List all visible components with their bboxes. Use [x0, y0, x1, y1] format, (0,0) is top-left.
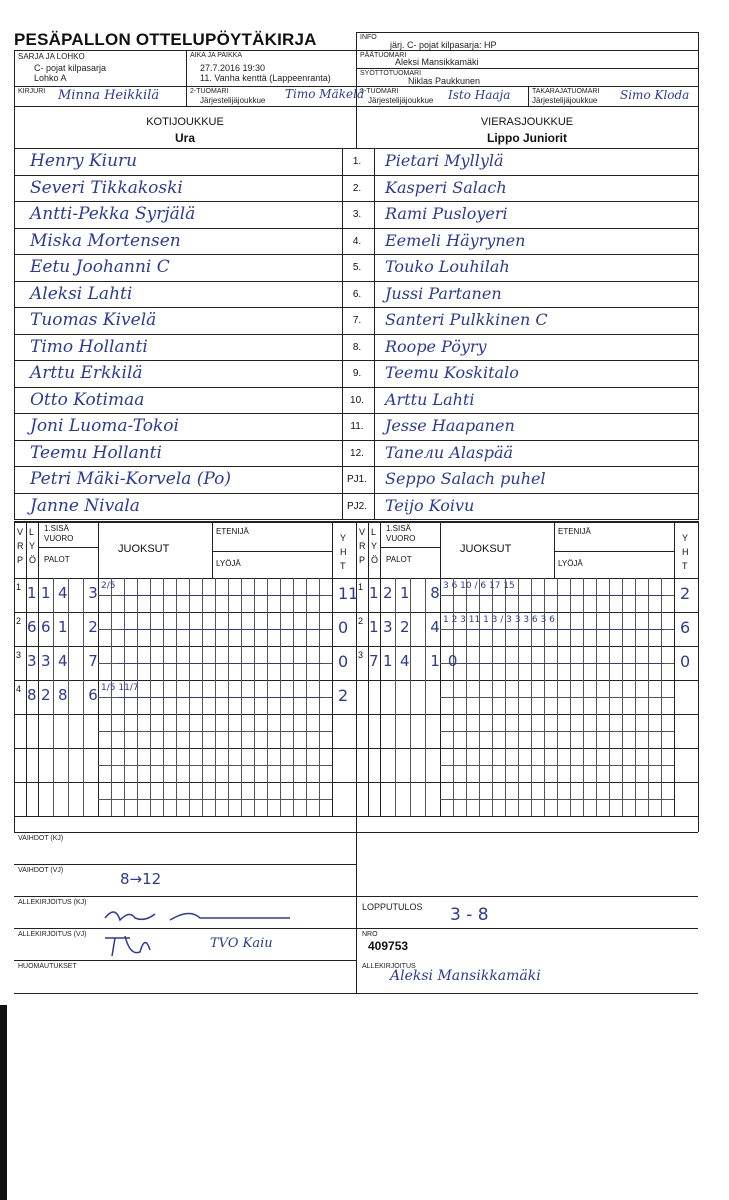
away-team-name: Lippo Juniorit: [487, 131, 567, 145]
home-player-name: Timo Hollanti: [30, 336, 148, 357]
away-player-name: Roope Pöyry: [385, 336, 487, 356]
inning-palot: 1 2: [58, 618, 106, 636]
nro-value: 409753: [368, 939, 409, 953]
home-player-name: Henry Kiuru: [30, 151, 138, 171]
inning-palot: 8 6: [58, 686, 106, 704]
vaihdot-kj-label: VAIHDOT (KJ): [18, 835, 64, 842]
player-number: PJ2.: [346, 500, 367, 512]
player-number: 3.: [352, 209, 362, 220]
away-player-name: Santeri Pulkkinen C: [385, 310, 548, 329]
header-lyoja: LYÖJÄ: [558, 559, 583, 568]
home-player-name: Arttu Erkkilä: [30, 363, 143, 383]
header-palot: PALOT: [44, 555, 70, 564]
header-yht2: H: [682, 547, 689, 557]
inning-sisa: 2: [383, 584, 393, 602]
inning-runs: 3 6 10 / 6 17 15: [443, 581, 515, 591]
signature-vj-text: TVO Kaiu: [210, 936, 273, 951]
inning-ly: 3: [27, 652, 37, 670]
inning-ly: 7: [369, 652, 379, 670]
inning-number: 1: [358, 582, 364, 592]
home-player-name: Petri Mäki-Korvela (Po): [30, 469, 232, 489]
inning-palot: 4 7: [58, 652, 106, 670]
home-player-name: Severi Tikkakoski: [30, 177, 183, 198]
inning-strike-line: [118, 697, 322, 698]
away-player-name: Teemu Koskitalo: [385, 363, 519, 382]
header-yht3: T: [340, 561, 346, 571]
aika-label: AIKA JA PAIKKA: [190, 52, 243, 59]
inning-strike-line: [118, 595, 322, 596]
allekirjoitus-signature: Aleksi Mansikkamäki: [390, 968, 541, 984]
header-o: Ö: [371, 555, 379, 565]
header-sisa1: 1.SISÄ: [386, 524, 411, 533]
inning-ly: 6: [27, 618, 37, 636]
header-etenija: ETENIJÄ: [558, 527, 591, 536]
header-juoksut: JUOKSUT: [118, 543, 170, 555]
away-player-name: Jesse Haapanen: [385, 416, 515, 435]
page-title: PESÄPALLON OTTELUPÖYTÄKIRJA: [14, 30, 317, 49]
header-etenija: ETENIJÄ: [216, 527, 249, 536]
player-number: 11.: [350, 421, 364, 432]
away-player-name: Eemeli Häyrynen: [385, 230, 526, 250]
header-juoksut: JUOKSUT: [460, 543, 512, 555]
away-player-name: Seppo Salach puhel: [385, 469, 546, 488]
home-player-name: Tuomas Kivelä: [30, 310, 157, 330]
inning-sisa: 3: [383, 618, 393, 636]
inning-sisa: 3: [41, 652, 51, 670]
home-player-name: Antti-Pekka Syrjälä: [30, 204, 196, 224]
header-r: R: [359, 541, 366, 551]
huomautukset-label: HUOMAUTUKSET: [18, 963, 77, 970]
paatuomari-label: PÄÄTUOMARI: [360, 52, 407, 59]
inning-number: 4: [16, 684, 22, 694]
sarja-label: SARJA JA LOHKO: [18, 52, 85, 61]
inning-runs: 1/5 11/7: [101, 683, 139, 693]
inning-ly: 1: [369, 584, 379, 602]
header-yht2: H: [340, 547, 347, 557]
inning-number: 1: [16, 582, 22, 592]
tuomari2-label: 2-TUOMARI: [190, 88, 229, 95]
header-y: Y: [29, 541, 36, 551]
player-number: 4.: [352, 235, 362, 247]
header-l: L: [371, 527, 377, 537]
nro-label: NRO: [362, 931, 378, 938]
vaihdot-vj-label: VAIHDOT (VJ): [18, 867, 64, 874]
tuomari3-label: 3-TUOMARI: [360, 88, 399, 95]
home-player-name: Joni Luoma-Tokoi: [30, 416, 179, 436]
inning-strike-line: [118, 629, 322, 630]
header-v: V: [17, 527, 24, 537]
player-number: 10.: [350, 394, 364, 406]
home-player-name: Miska Mortensen: [30, 230, 181, 251]
home-player-name: Teemu Hollanti: [30, 442, 162, 463]
allekirjoitus-vj-label: ALLEKIRJOITUS (VJ): [18, 931, 87, 938]
inning-number: 2: [358, 616, 364, 626]
inning-total: 11: [338, 584, 359, 603]
inning-sisa: 6: [41, 618, 51, 636]
header-yht1: Y: [682, 533, 689, 543]
inning-total: 0: [338, 618, 349, 637]
player-number: 9.: [352, 368, 362, 379]
header-p: P: [17, 555, 24, 565]
away-player-name: Tanели Alaspää: [385, 442, 514, 462]
tuomari3-sub: Järjestelijäjoukkue: [368, 96, 434, 105]
away-player-name: Touko Louhilah: [385, 257, 510, 276]
inning-ly: 1: [369, 618, 379, 636]
takaraja-label: TAKARAJATUOMARI: [532, 88, 600, 95]
player-number: 2.: [352, 182, 362, 194]
lopputulos-label: LOPPUTULOS: [362, 902, 423, 912]
player-number: 8.: [352, 341, 362, 353]
header-l: L: [29, 527, 35, 537]
inning-palot: 4 3: [58, 584, 106, 602]
away-player-name: Arttu Lahti: [385, 389, 475, 409]
info-label: INFO: [360, 34, 377, 41]
inning-total: 2: [338, 686, 349, 705]
header-r: R: [17, 541, 24, 551]
away-player-name: Pietari Myllylä: [385, 151, 504, 170]
info-value: järj. C- pojat kilpasarja: HP: [390, 40, 497, 50]
inning-sisa: 2: [41, 686, 51, 704]
inning-strike-line: [460, 663, 664, 664]
player-number: 5.: [352, 262, 362, 273]
header-v: V: [359, 527, 366, 537]
kirjuri-signature: Minna Heikkilä: [58, 88, 160, 103]
signature-vj-mark: [100, 930, 170, 960]
away-player-name: Teijo Koivu: [385, 495, 475, 515]
tuomari2-signature: Timo Mäkelä: [285, 87, 365, 101]
player-number: 6.: [352, 288, 362, 300]
header-lyoja: LYÖJÄ: [216, 559, 241, 568]
allekirjoitus-label: ALLEKIRJOITUS: [362, 963, 416, 970]
header-p: P: [359, 555, 366, 565]
home-player-name: Aleksi Lahti: [30, 283, 133, 304]
home-team-label: KOTIJOUKKUE: [146, 116, 224, 128]
inning-ly: 8: [27, 686, 37, 704]
header-yht1: Y: [340, 533, 347, 543]
inning-runs: 1 2 3 11 1 3 / 3 3 3 6 3 6: [443, 615, 555, 625]
home-player-name: Otto Kotimaa: [30, 389, 145, 410]
signature-kj: [100, 900, 300, 930]
player-number: 12.: [350, 447, 364, 459]
syottotuomari-label: SYÖTTÖTUOMARI: [360, 70, 422, 77]
inning-strike-line: [460, 629, 664, 630]
away-team-label: VIERASJOUKKUE: [480, 116, 574, 128]
player-number: PJ1.: [346, 474, 367, 485]
header-sisa2: VUORO: [386, 534, 416, 543]
inning-palot: 1 8: [400, 584, 448, 602]
allekirjoitus-kj-label: ALLEKIRJOITUS (KJ): [18, 899, 87, 906]
sarja-value-1: C- pojat kilpasarja: [34, 63, 107, 73]
takaraja-signature: Simo Kloda: [620, 88, 690, 102]
inning-sisa: 1: [383, 652, 393, 670]
inning-strike-line: [460, 595, 664, 596]
kirjuri-label: KIRJURI: [18, 88, 46, 95]
inning-total: 6: [680, 618, 691, 637]
syottotuomari-value: Niklas Paukkunen: [408, 76, 481, 86]
inning-strike-line: [118, 663, 322, 664]
inning-number: 3: [16, 650, 22, 660]
sarja-value-2: Lohko A: [34, 73, 67, 83]
inning-total: 0: [680, 652, 691, 671]
inning-palot: 4 10: [400, 652, 466, 670]
vaihdot-vj-entry: 8→12: [120, 870, 162, 888]
paatuomari-value: Aleksi Mansikkamäki: [395, 57, 479, 67]
inning-runs: 2/5: [101, 581, 116, 591]
inning-sisa: 1: [41, 584, 51, 602]
header-yht3: T: [682, 561, 688, 571]
player-number: 7.: [352, 315, 362, 326]
inning-number: 2: [16, 616, 22, 626]
header-o: Ö: [29, 555, 37, 565]
inning-ly: 1: [27, 584, 37, 602]
header-sisa2: VUORO: [44, 534, 74, 543]
inning-total: 0: [338, 652, 349, 671]
player-number: 1.: [352, 156, 362, 167]
aika-value-1: 27.7.2016 19:30: [200, 63, 266, 73]
header-y: Y: [371, 541, 378, 551]
inning-number: 3: [358, 650, 364, 660]
lopputulos-value: 3 - 8: [450, 905, 489, 925]
scan-edge: [0, 1005, 7, 1200]
tuomari3-signature: Isto Haaja: [448, 88, 511, 102]
tuomari2-sub: Järjestelijäjoukkue: [200, 96, 266, 105]
inning-total: 2: [680, 584, 691, 603]
aika-value-2: 11. Vanha kenttä (Lappeenranta): [200, 73, 331, 83]
away-player-name: Jussi Partanen: [385, 283, 502, 303]
away-player-name: Kasperi Salach: [385, 177, 507, 197]
header-palot: PALOT: [386, 555, 412, 564]
inning-palot: 2 4: [400, 618, 448, 636]
takaraja-sub: Järjestelijäjoukkue: [532, 96, 598, 105]
home-player-name: Eetu Joohanni C: [30, 257, 170, 277]
header-sisa1: 1.SISÄ: [44, 524, 69, 533]
home-player-name: Janne Nivala: [30, 495, 140, 516]
home-team-name: Ura: [174, 131, 195, 145]
away-player-name: Rami Pusloyeri: [385, 204, 508, 223]
